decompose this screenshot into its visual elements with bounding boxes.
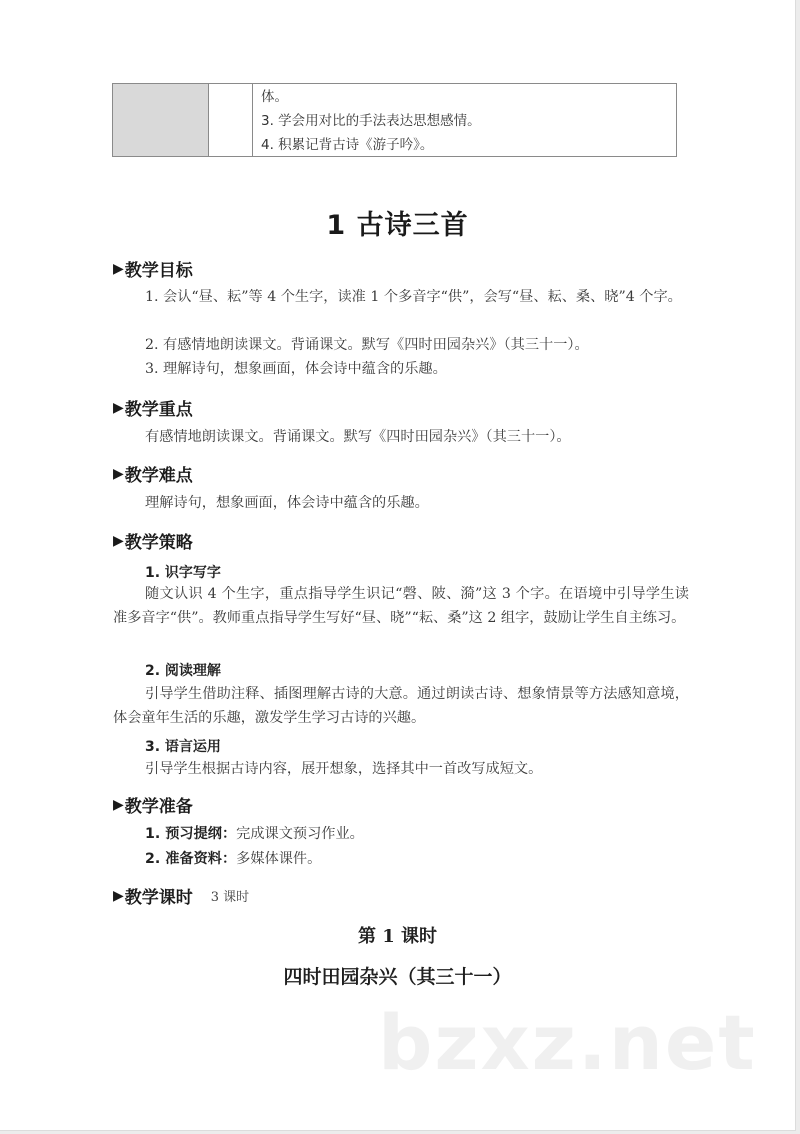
difficulties-text: 理解诗句，想象画面，体会诗中蕴含的乐趣。: [145, 495, 429, 511]
strategy-text: 引导学生根据古诗内容，展开想象，选择其中一首改写成短文。: [145, 761, 543, 777]
objective-item: 2. 有感情地朗读课文。背诵课文。默写《四时田园杂兴》（其三十一）。: [145, 337, 589, 353]
preparation-label: 1. 预习提纲：: [145, 826, 237, 842]
poem-title: 四时田园杂兴（其三十一）: [283, 966, 512, 988]
heading-label: 教学课时: [124, 888, 193, 908]
section-heading-objectives: [113, 256, 193, 281]
heading-label: 教学准备: [124, 797, 193, 817]
heading-label: 教学目标: [124, 261, 193, 281]
table-header-cell: [113, 84, 209, 156]
section-heading-difficulties: [113, 461, 193, 486]
period-title: 第 1 课时: [357, 926, 438, 947]
triangle-marker-icon: ▶: [113, 532, 124, 549]
objective-item: 3. 理解诗句，想象画面，体会诗中蕴含的乐趣。: [145, 361, 447, 377]
triangle-marker-icon: ▶: [113, 796, 124, 813]
section-heading-periods: [113, 883, 249, 908]
triangle-marker-icon: ▶: [113, 887, 124, 904]
preparation-item: [145, 823, 364, 843]
watermark: bzxz.net: [378, 998, 757, 1087]
strategy-text: 随文认识 4 个生字，重点指导学生识记“磬、陂、漪”这 3 个字。在语境中引导学生读准多音字“供”。教师重点指导学生写好“昼、晓”“耘、桑”这 2 组字，鼓励让学生自主练习。: [113, 586, 689, 626]
key-points-text: 有感情地朗读课文。背诵课文。默写《四时田园杂兴》（其三十一）。: [145, 429, 571, 445]
preparation-text: 多媒体课件。: [236, 851, 322, 867]
preparation-label: 2. 准备资料：: [145, 851, 237, 867]
strategy-subtitle: 1. 识字写字: [145, 565, 221, 581]
objective-item: 1. 会认“昼、耘”等 4 个生字，读准 1 个多音字“供”，会写“昼、耘、桑、晓”4 个字。: [145, 289, 682, 305]
table-content-cell: [253, 84, 676, 156]
table-line: 体。: [261, 89, 288, 105]
heading-label: 教学重点: [124, 400, 193, 420]
triangle-marker-icon: ▶: [113, 399, 124, 416]
preparation-text: 完成课文预习作业。: [236, 826, 364, 842]
strategy-subtitle: 2. 阅读理解: [145, 663, 221, 679]
table-empty-cell: [209, 84, 253, 156]
preparation-item: [145, 848, 321, 868]
strategy-subtitle: 3. 语言运用: [145, 739, 221, 755]
triangle-marker-icon: ▶: [113, 465, 124, 482]
table-line: 4. 积累记背古诗《游子吟》。: [261, 137, 434, 153]
section-heading-strategy: [113, 528, 193, 553]
strategy-text: 引导学生借助注释、插图理解古诗的大意。通过朗读古诗、想象情景等方法感知意境，体会童年生活的乐趣，激发学生学习古诗的兴趣。: [113, 686, 689, 726]
periods-value: 3 课时: [210, 890, 250, 905]
heading-label: 教学策略: [124, 533, 193, 553]
section-heading-key-points: [113, 395, 193, 420]
triangle-marker-icon: ▶: [113, 260, 124, 277]
section-heading-preparation: [113, 792, 193, 817]
heading-label: 教学难点: [124, 466, 193, 486]
table-line: 3. 学会用对比的手法表达思想感情。: [261, 113, 481, 129]
objectives-table-fragment: [112, 83, 677, 157]
lesson-title: 1 古诗三首: [326, 210, 469, 241]
